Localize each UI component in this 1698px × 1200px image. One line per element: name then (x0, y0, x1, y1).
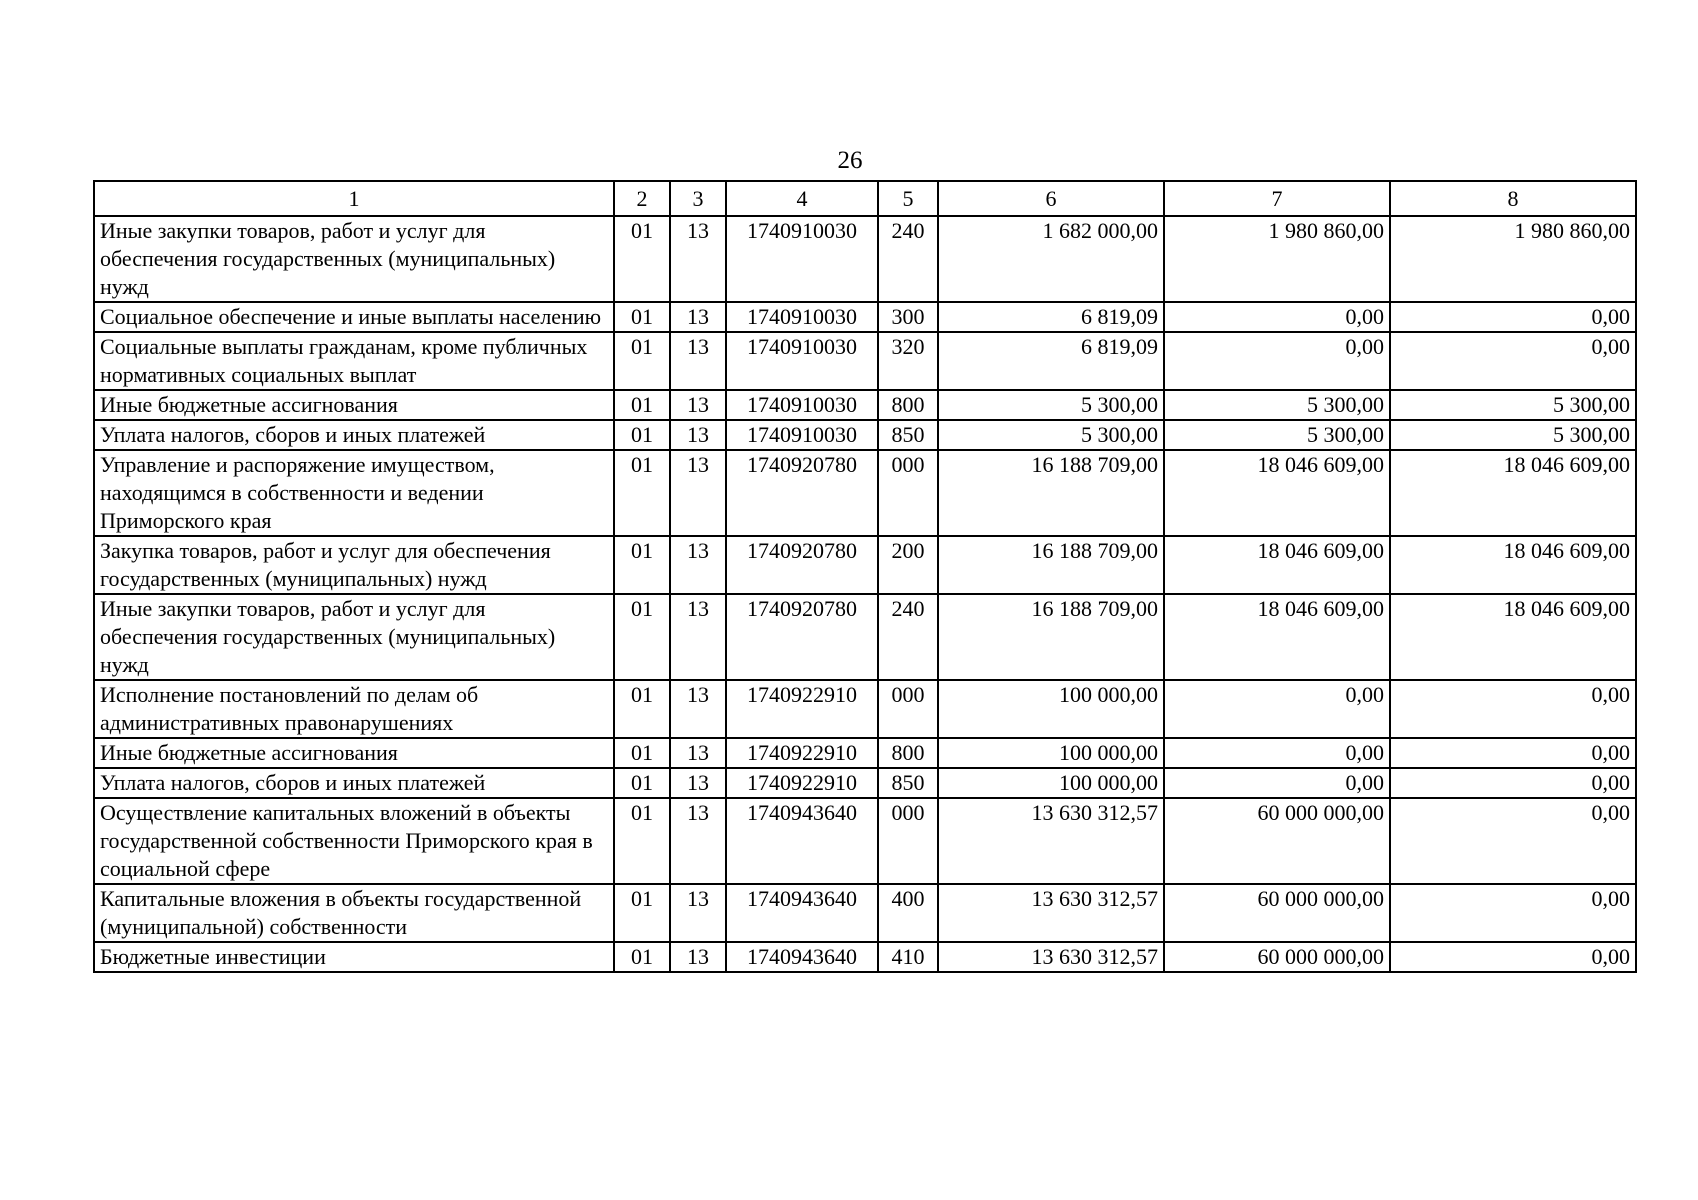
row-description: Социальное обеспечение и иные выплаты населению (94, 302, 614, 332)
target-article-code: 1740920780 (726, 536, 878, 594)
amount-col-6: 5 300,00 (938, 420, 1164, 450)
amount-col-8: 0,00 (1390, 942, 1636, 972)
amount-col-8: 5 300,00 (1390, 390, 1636, 420)
amount-col-8: 0,00 (1390, 680, 1636, 738)
amount-col-7: 18 046 609,00 (1164, 536, 1390, 594)
section-code: 01 (614, 884, 670, 942)
row-description: Иные закупки товаров, работ и услуг для обеспечения государственных (муниципальных) нужд (94, 594, 614, 680)
amount-col-6: 13 630 312,57 (938, 798, 1164, 884)
amount-col-7: 1 980 860,00 (1164, 216, 1390, 302)
column-header: 3 (670, 181, 726, 216)
subsection-code: 13 (670, 216, 726, 302)
section-code: 01 (614, 738, 670, 768)
section-code: 01 (614, 420, 670, 450)
row-description: Иные бюджетные ассигнования (94, 738, 614, 768)
section-code: 01 (614, 768, 670, 798)
subsection-code: 13 (670, 798, 726, 884)
subsection-code: 13 (670, 738, 726, 768)
row-description: Бюджетные инвестиции (94, 942, 614, 972)
target-article-code: 1740910030 (726, 216, 878, 302)
subsection-code: 13 (670, 536, 726, 594)
subsection-code: 13 (670, 332, 726, 390)
row-description: Осуществление капитальных вложений в объекты государственной собственности Приморского края в социальной сфере (94, 798, 614, 884)
table-row (94, 738, 1636, 768)
table-row (94, 420, 1636, 450)
expense-type-code: 300 (878, 302, 938, 332)
subsection-code: 13 (670, 942, 726, 972)
subsection-code: 13 (670, 420, 726, 450)
subsection-code: 13 (670, 768, 726, 798)
amount-col-6: 13 630 312,57 (938, 884, 1164, 942)
amount-col-7: 60 000 000,00 (1164, 884, 1390, 942)
table-row (94, 798, 1636, 884)
section-code: 01 (614, 302, 670, 332)
table-row (94, 942, 1636, 972)
amount-col-6: 5 300,00 (938, 390, 1164, 420)
target-article-code: 1740943640 (726, 884, 878, 942)
section-code: 01 (614, 450, 670, 536)
expense-type-code: 000 (878, 450, 938, 536)
section-code: 01 (614, 216, 670, 302)
amount-col-8: 18 046 609,00 (1390, 536, 1636, 594)
target-article-code: 1740910030 (726, 332, 878, 390)
amount-col-8: 5 300,00 (1390, 420, 1636, 450)
column-header: 6 (938, 181, 1164, 216)
row-description: Исполнение постановлений по делам об административных правонарушениях (94, 680, 614, 738)
expense-type-code: 850 (878, 768, 938, 798)
expense-type-code: 410 (878, 942, 938, 972)
subsection-code: 13 (670, 680, 726, 738)
table-row (94, 332, 1636, 390)
row-description: Закупка товаров, работ и услуг для обеспечения государственных (муниципальных) нужд (94, 536, 614, 594)
target-article-code: 1740922910 (726, 768, 878, 798)
amount-col-7: 0,00 (1164, 768, 1390, 798)
target-article-code: 1740920780 (726, 594, 878, 680)
table-row (94, 536, 1636, 594)
amount-col-7: 0,00 (1164, 738, 1390, 768)
target-article-code: 1740922910 (726, 738, 878, 768)
section-code: 01 (614, 798, 670, 884)
section-code: 01 (614, 680, 670, 738)
table-header-row (94, 181, 1636, 216)
amount-col-6: 100 000,00 (938, 768, 1164, 798)
budget-table (93, 180, 1637, 973)
row-description: Уплата налогов, сборов и иных платежей (94, 420, 614, 450)
amount-col-6: 100 000,00 (938, 738, 1164, 768)
amount-col-7: 5 300,00 (1164, 420, 1390, 450)
amount-col-7: 60 000 000,00 (1164, 798, 1390, 884)
amount-col-6: 100 000,00 (938, 680, 1164, 738)
subsection-code: 13 (670, 884, 726, 942)
amount-col-7: 0,00 (1164, 680, 1390, 738)
subsection-code: 13 (670, 594, 726, 680)
row-description: Управление и распоряжение имуществом, находящимся в собственности и ведении Приморского края (94, 450, 614, 536)
column-header: 5 (878, 181, 938, 216)
expense-type-code: 320 (878, 332, 938, 390)
target-article-code: 1740920780 (726, 450, 878, 536)
row-description: Социальные выплаты гражданам, кроме публичных нормативных социальных выплат (94, 332, 614, 390)
expense-type-code: 800 (878, 738, 938, 768)
amount-col-6: 6 819,09 (938, 302, 1164, 332)
amount-col-6: 13 630 312,57 (938, 942, 1164, 972)
section-code: 01 (614, 942, 670, 972)
table-row (94, 216, 1636, 302)
amount-col-8: 0,00 (1390, 798, 1636, 884)
target-article-code: 1740910030 (726, 420, 878, 450)
column-header: 7 (1164, 181, 1390, 216)
expense-type-code: 240 (878, 216, 938, 302)
subsection-code: 13 (670, 390, 726, 420)
expense-type-code: 400 (878, 884, 938, 942)
section-code: 01 (614, 536, 670, 594)
expense-type-code: 240 (878, 594, 938, 680)
table-row (94, 768, 1636, 798)
amount-col-7: 60 000 000,00 (1164, 942, 1390, 972)
target-article-code: 1740943640 (726, 942, 878, 972)
amount-col-8: 0,00 (1390, 768, 1636, 798)
subsection-code: 13 (670, 450, 726, 536)
target-article-code: 1740922910 (726, 680, 878, 738)
amount-col-8: 0,00 (1390, 738, 1636, 768)
expense-type-code: 200 (878, 536, 938, 594)
table-row (94, 594, 1636, 680)
table-row (94, 302, 1636, 332)
amount-col-6: 16 188 709,00 (938, 594, 1164, 680)
column-header: 2 (614, 181, 670, 216)
amount-col-8: 18 046 609,00 (1390, 594, 1636, 680)
column-header: 4 (726, 181, 878, 216)
amount-col-6: 1 682 000,00 (938, 216, 1164, 302)
amount-col-8: 0,00 (1390, 332, 1636, 390)
target-article-code: 1740910030 (726, 390, 878, 420)
row-description: Иные закупки товаров, работ и услуг для обеспечения государственных (муниципальных) нужд (94, 216, 614, 302)
row-description: Иные бюджетные ассигнования (94, 390, 614, 420)
amount-col-7: 0,00 (1164, 302, 1390, 332)
page-number: 26 (837, 147, 863, 174)
amount-col-7: 18 046 609,00 (1164, 450, 1390, 536)
table-row (94, 390, 1636, 420)
expense-type-code: 000 (878, 798, 938, 884)
target-article-code: 1740943640 (726, 798, 878, 884)
section-code: 01 (614, 390, 670, 420)
amount-col-7: 5 300,00 (1164, 390, 1390, 420)
target-article-code: 1740910030 (726, 302, 878, 332)
column-header: 8 (1390, 181, 1636, 216)
amount-col-8: 0,00 (1390, 302, 1636, 332)
table-row (94, 884, 1636, 942)
table-row (94, 450, 1636, 536)
amount-col-8: 1 980 860,00 (1390, 216, 1636, 302)
column-header: 1 (94, 181, 614, 216)
expense-type-code: 850 (878, 420, 938, 450)
table-row (94, 680, 1636, 738)
amount-col-8: 18 046 609,00 (1390, 450, 1636, 536)
amount-col-7: 18 046 609,00 (1164, 594, 1390, 680)
table-body (94, 216, 1636, 972)
amount-col-7: 0,00 (1164, 332, 1390, 390)
section-code: 01 (614, 594, 670, 680)
expense-type-code: 000 (878, 680, 938, 738)
expense-type-code: 800 (878, 390, 938, 420)
row-description: Уплата налогов, сборов и иных платежей (94, 768, 614, 798)
amount-col-8: 0,00 (1390, 884, 1636, 942)
amount-col-6: 6 819,09 (938, 332, 1164, 390)
section-code: 01 (614, 332, 670, 390)
amount-col-6: 16 188 709,00 (938, 536, 1164, 594)
amount-col-6: 16 188 709,00 (938, 450, 1164, 536)
row-description: Капитальные вложения в объекты государственной (муниципальной) собственности (94, 884, 614, 942)
subsection-code: 13 (670, 302, 726, 332)
